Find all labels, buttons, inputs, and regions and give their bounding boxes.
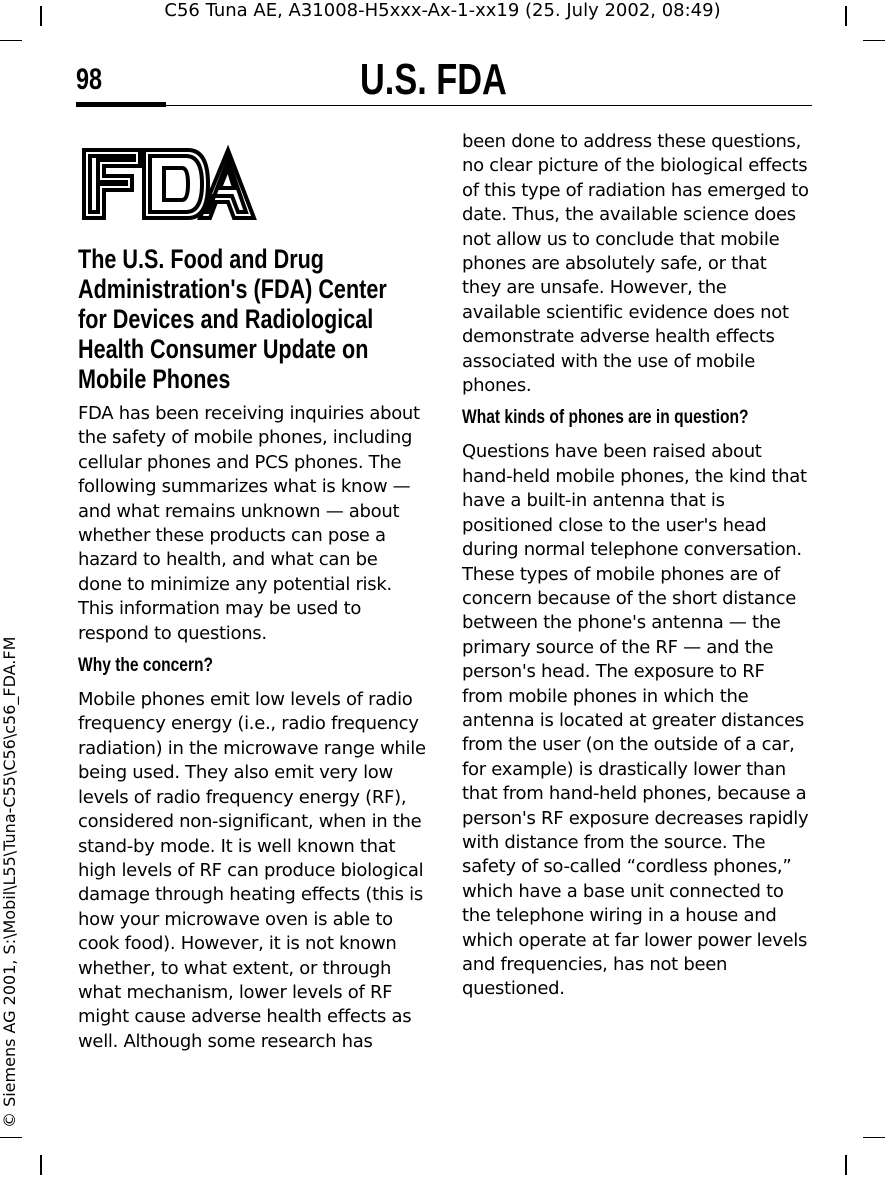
crop-mark [863, 1137, 885, 1138]
page-title: U.S. FDA [360, 55, 507, 104]
running-header: C56 Tuna AE, A31008-H5xxx-Ax-1-xx19 (25. July 2002, 08:49) [164, 0, 721, 21]
page-number: 98 [76, 63, 103, 96]
crop-mark [40, 1155, 42, 1175]
intro-paragraph: FDA has been receiving inquiries about the safety of mobile phones, including cellular phones and PCS phones. The following summarizes what is know — and what remains unknown — about whether these products can pose a hazard to health, and what can be done to minimize any potential risk. This information may be used to respond to questions. [78, 403, 420, 644]
article-heading: The U.S. Food and Drug Administration's (FDA) Center for Devices and Radiological Health Consumer Update on Mobile Phones [78, 244, 387, 394]
crop-mark [0, 40, 22, 41]
header-rule [166, 105, 812, 106]
fda-logo-icon [78, 144, 258, 224]
concern-paragraph: Mobile phones emit low levels of radio frequency energy (i.e., radio frequency radiation) in the microwave range while being used. They also emit very low levels of radio frequency energy (RF), considered non-significant, when in the stand-by mode. It is well known that high levels of RF can produce biological damage through heating effects (this is how your microwave oven is able to cook food). However, it is not known whether, to what extent, or through what mechanism, lower levels of RF might cause adverse health effects as well. Although some research has [78, 689, 426, 1052]
crop-mark [0, 1137, 22, 1138]
phones-paragraph: Questions have been raised about hand-held mobile phones, the kind that have a built-in antenna that is positioned close to the user's head during normal telephone conversation. These types of mobile phones are of concern because of the short distance between the phone's antenna — the primary source of the RF — and the person's head. The exposure to RF from mobile phones in which the antenna is located at greater distances from the user (on the outside of a car, for example) is drastically lower than that from hand-held phones, because a person's RF exposure decreases rapidly with distance from the source. The safety of so-called “cordless phones,” which have a base unit connected to the telephone wiring in a house and which operate at far lower power levels and frequencies, has not been questioned. [462, 441, 809, 1000]
right-column [462, 130, 810, 1010]
crop-mark [863, 40, 885, 41]
crop-mark [845, 1155, 847, 1175]
header-rule-thick [76, 102, 166, 107]
continued-paragraph: been done to address these questions, no clear picture of the biological effects of this type of radiation has emerged to date. Thus, the available science does not allow us to conclude that mobile phones are absolutely safe, or that they are unsafe. However, the available scientific evidence does not demonstrate adverse health effects associated with the use of mobile phones. [462, 131, 809, 397]
phones-heading: What kinds of phones are in question? [462, 407, 749, 429]
concern-heading: Why the concern? [78, 655, 214, 677]
side-note: © Siemens AG 2001, S:\Mobil\L55\Tuna-C55\C56\c56_FDA.FM [0, 636, 19, 1128]
left-column [78, 130, 426, 1062]
